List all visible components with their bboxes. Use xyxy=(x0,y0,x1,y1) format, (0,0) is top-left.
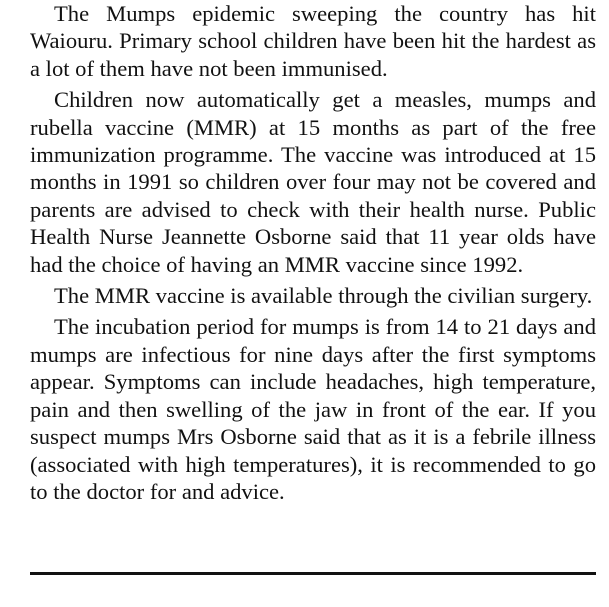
paragraph-availability: The MMR vaccine is available through the civilian surgery. xyxy=(54,283,593,309)
article-body xyxy=(30,0,596,509)
paragraph-incubation: The incubation period for mumps is from 14 to 21 days and mumps are infectious for nine days after the first symptoms appear. Symptoms can include headaches, high temperature, pain and then swelling of the jaw in front of the ear. If you suspect mumps Mrs Osborne said that as it is a febrile illness (associated with high temperatures), it is recommended to go to the doctor for and advice. xyxy=(30,314,596,504)
paragraph-epidemic: The Mumps epidemic sweeping the country has hit Waiouru. Primary school children have been hit the hardest as a lot of them have not been immunised. xyxy=(30,1,596,81)
paragraph-vaccine-schedule: Children now automatically get a measles, mumps and rubella vaccine (MMR) at 15 months as part of the free immunization programme. The vaccine was introduced at 15 months in 1991 so children over four may not be covered and parents are advised to check with their health nurse. Public Health Nurse Jeannette Osborne said that 11 year olds have had the choice of having an MMR vaccine since 1992. xyxy=(30,87,596,277)
article-end-rule xyxy=(30,572,596,575)
